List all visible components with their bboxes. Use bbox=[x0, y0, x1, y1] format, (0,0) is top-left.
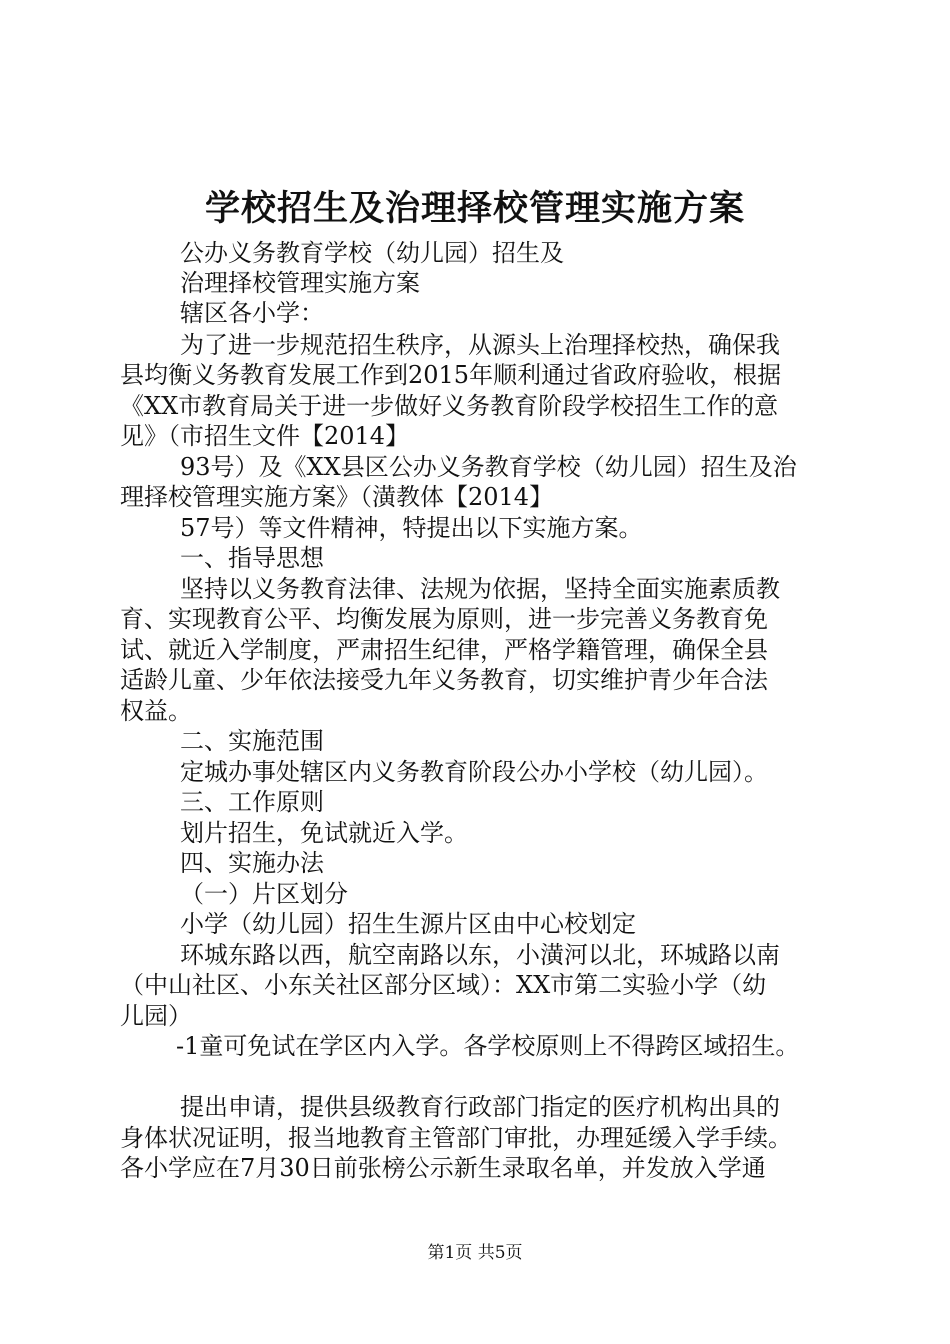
text-line: 育、实现教育公平、均衡发展为原则，进一步完善义务教育免 bbox=[120, 605, 768, 633]
section-heading: 二、实施范围 bbox=[180, 727, 324, 755]
text-line: 适龄儿童、少年依法接受九年义务教育，切实维护青少年合法 bbox=[120, 666, 768, 694]
text-line: 环城东路以西，航空南路以东，小潢河以北，环城路以南 bbox=[180, 941, 780, 969]
document-title: 学校招生及治理择校管理实施方案 bbox=[204, 188, 745, 229]
text-line: 57号）等文件精神，特提出以下实施方案。 bbox=[180, 514, 643, 542]
text-line: 公办义务教育学校（幼儿园）招生及 bbox=[180, 239, 564, 267]
text-line: （中山社区、小东关社区部分区域）：XX市第二实验小学（幼 bbox=[120, 971, 767, 999]
section-heading: 四、实施办法 bbox=[180, 849, 324, 877]
text-line: 93号）及《XX县区公办义务教育学校（幼儿园）招生及治 bbox=[180, 453, 797, 481]
text-line: 定城办事处辖区内义务教育阶段公办小学校（幼儿园）。 bbox=[180, 758, 768, 786]
text-line: 理择校管理实施方案》（潢教体【2014】 bbox=[120, 483, 554, 511]
text-line: 辖区各小学： bbox=[180, 299, 324, 327]
text-line: -1童可免试在学区内入学。各学校原则上不得跨区域招生。 bbox=[176, 1032, 800, 1060]
page-footer: 第1页 共5页 bbox=[427, 1243, 523, 1263]
text-line: 儿园） bbox=[120, 1002, 192, 1030]
text-line: 治理择校管理实施方案 bbox=[180, 269, 420, 297]
text-line: 小学（幼儿园）招生生源片区由中心校划定 bbox=[180, 910, 636, 938]
section-heading: 一、指导思想 bbox=[180, 544, 324, 572]
section-heading: 三、工作原则 bbox=[180, 788, 324, 816]
subsection-heading: （一）片区划分 bbox=[180, 880, 348, 908]
text-line: 身体状况证明，报当地教育主管部门审批，办理延缓入学手续。 bbox=[120, 1124, 792, 1152]
text-line: 县均衡义务教育发展工作到2015年顺利通过省政府验收，根据 bbox=[120, 361, 782, 389]
text-line: 《XX市教育局关于进一步做好义务教育阶段学校招生工作的意 bbox=[120, 392, 779, 420]
text-line: 提出申请，提供县级教育行政部门指定的医疗机构出具的 bbox=[180, 1093, 780, 1121]
text-line: 权益。 bbox=[120, 697, 192, 725]
text-line: 各小学应在7月30日前张榜公示新生录取名单，并发放入学通 bbox=[120, 1154, 766, 1182]
text-line: 为了进一步规范招生秩序，从源头上治理择校热，确保我 bbox=[180, 331, 780, 359]
text-line: 坚持以义务教育法律、法规为依据，坚持全面实施素质教 bbox=[180, 575, 780, 603]
text-line: 划片招生，免试就近入学。 bbox=[180, 819, 468, 847]
text-line: 见》（市招生文件【2014】 bbox=[120, 422, 410, 450]
text-line: 试、就近入学制度，严肃招生纪律，严格学籍管理，确保全县 bbox=[120, 636, 768, 664]
